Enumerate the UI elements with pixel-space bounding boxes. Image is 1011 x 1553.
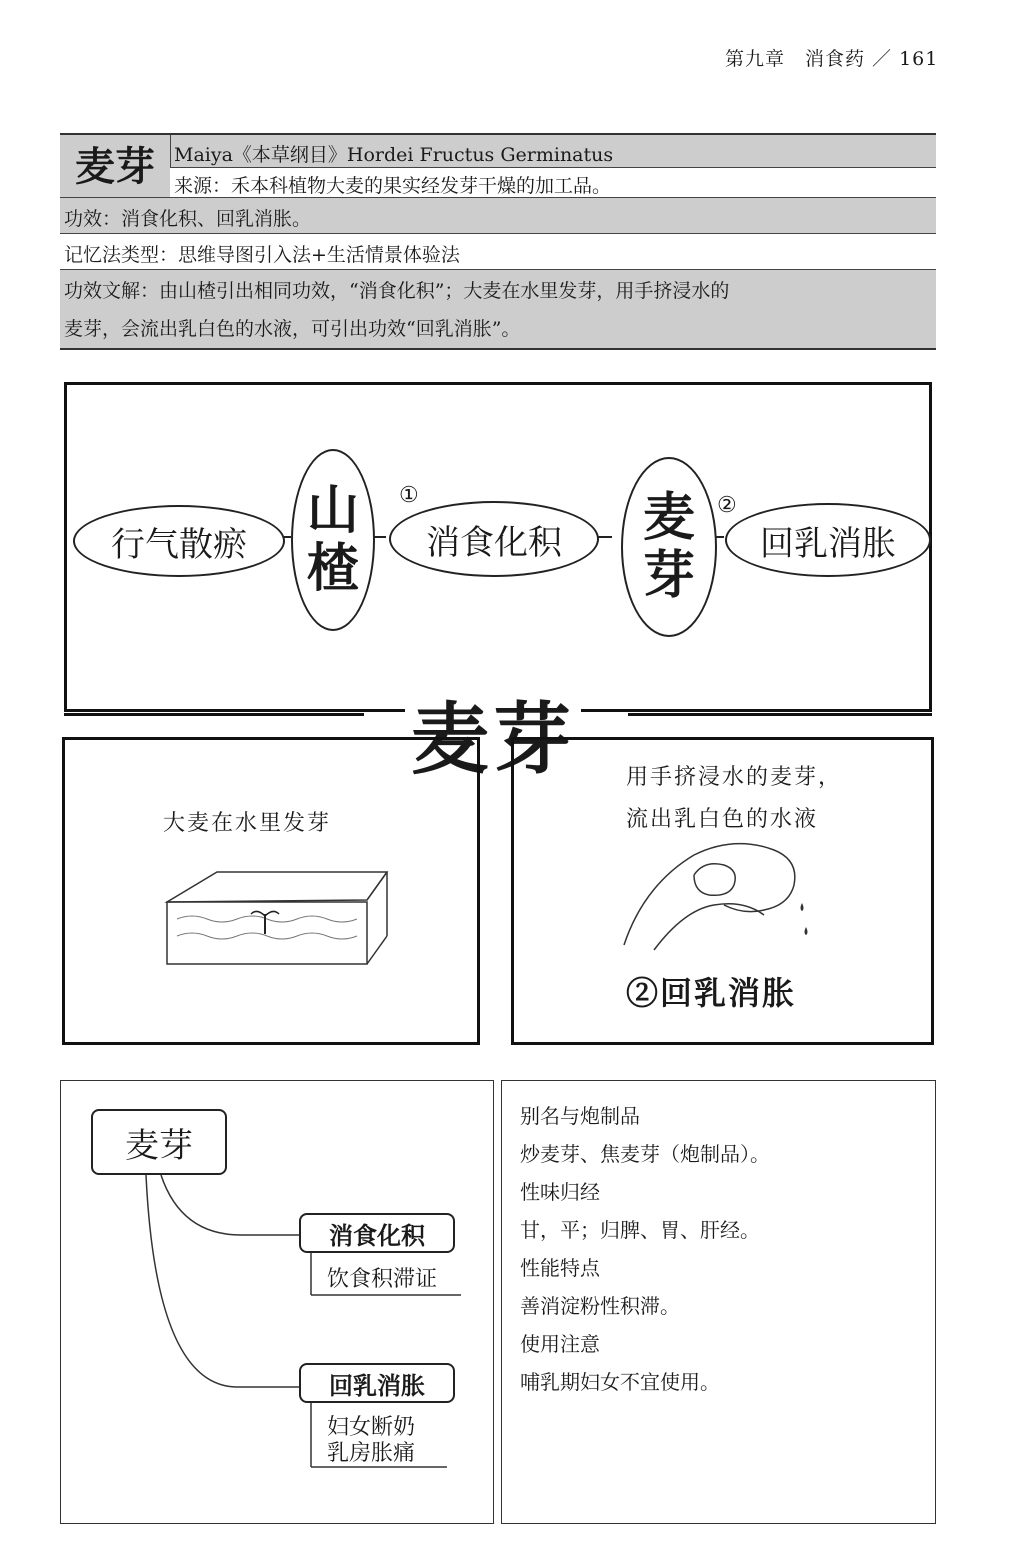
caution-text: 哺乳期妇女不宜使用。 — [520, 1370, 720, 1394]
tree-leaf-1: 饮食积滞证 — [327, 1267, 438, 1292]
nature-text: 甘，平；归脾、胃、肝经。 — [520, 1218, 760, 1242]
herb-name: 麦芽 — [60, 135, 171, 199]
latin-name: Maiya《本草纲目》Hordei Fructus Germinatus — [174, 144, 614, 166]
explain-line-2: 麦芽，会流出乳白色的水液，可引出功效“回乳消胀”。 — [64, 318, 521, 340]
tree-branch-1: 消食化积 — [299, 1213, 455, 1253]
herb-info-table — [60, 133, 936, 347]
function-tree-box — [60, 1080, 494, 1524]
page-header: 第九章 消食药 ／ 161 — [725, 48, 939, 70]
herb-oval-maiya — [621, 457, 717, 637]
herb1-char-2: 楂 — [306, 538, 359, 599]
squeeze-effect: ②回乳消胀 — [626, 974, 797, 1012]
effect-row — [60, 197, 936, 234]
panel-sprouting — [62, 737, 480, 1045]
alias-heading: 别名与炮制品 — [520, 1104, 640, 1128]
squeeze-caption-1: 用手挤浸水的麦芽， — [626, 765, 843, 790]
title-row — [60, 133, 936, 199]
alias-text: 炒麦芽、焦麦芽（炮制品）。 — [520, 1142, 770, 1166]
tree-branch-2: 回乳消胀 — [299, 1363, 455, 1403]
effect-text: 功效：消食化积、回乳消胀。 — [64, 208, 312, 230]
tree-leaf-2-line-1: 妇女断奶 — [327, 1415, 416, 1440]
divider-right — [628, 713, 932, 716]
panel-squeezing — [511, 737, 934, 1045]
source-cell — [170, 167, 936, 200]
herb-oval-shanzha — [291, 449, 375, 631]
divider-left — [64, 713, 364, 716]
mind-map-box — [64, 382, 932, 712]
explain-line-1: 功效文解：由山楂引出相同功效，“消食化积”；大麦在水里发芽，用手挤浸水的 — [64, 280, 730, 302]
memory-type-text: 记忆法类型：思维导图引入法+生活情景体验法 — [64, 244, 460, 266]
herb1-char-1: 山 — [306, 480, 359, 541]
herb2-char-2: 芽 — [642, 545, 695, 606]
node-xingqi-sanyu: 行气散瘀 — [73, 505, 285, 577]
squeeze-caption-2: 流出乳白色的水液 — [626, 807, 819, 832]
node-xiaoshi-huaji: 消食化积 — [389, 501, 599, 577]
tree-leaf-2-line-2: 乳房胀痛 — [327, 1441, 416, 1466]
explain-row — [60, 269, 936, 350]
herb2-char-1: 麦 — [642, 487, 695, 548]
marker-1: ① — [399, 483, 419, 508]
tree-root: 麦芽 — [91, 1109, 227, 1175]
hand-squeeze-illustration — [614, 835, 834, 965]
nature-heading: 性味归经 — [520, 1180, 600, 1204]
caution-heading: 使用注意 — [520, 1332, 600, 1356]
features-text: 善消淀粉性积滞。 — [520, 1294, 680, 1318]
memory-row — [60, 233, 936, 270]
center-title: 麦芽 — [405, 677, 581, 789]
features-heading: 性能特点 — [520, 1256, 600, 1280]
water-tank-illustration — [157, 864, 397, 974]
source-text: 来源：禾本科植物大麦的果实经发芽干燥的加工品。 — [174, 175, 612, 197]
sprouting-caption: 大麦在水里发芽 — [163, 811, 332, 836]
node-huiru-xiaozhang: 回乳消胀 — [725, 503, 931, 577]
marker-2: ② — [717, 493, 737, 518]
